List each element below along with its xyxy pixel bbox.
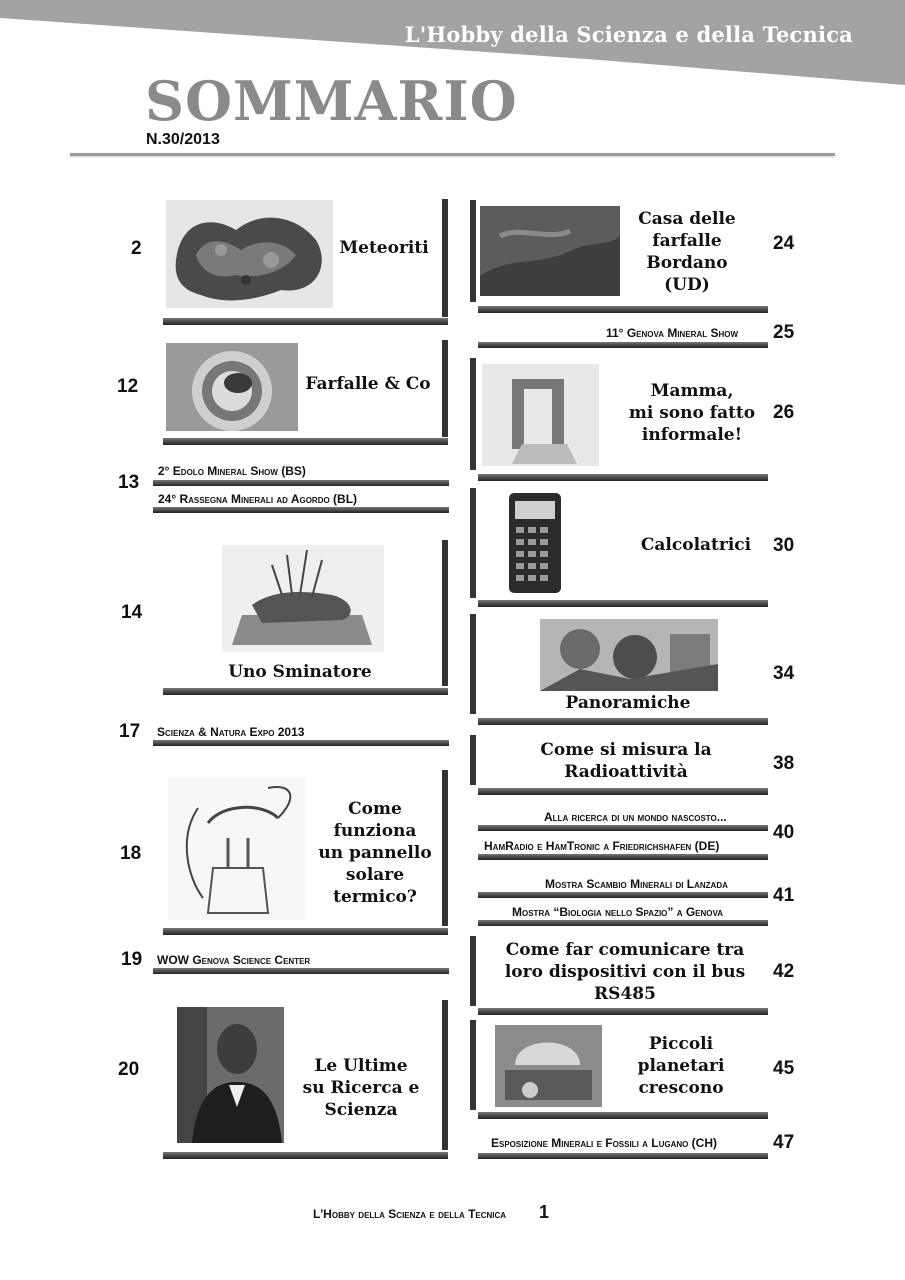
- entry-shadow-bar: [478, 854, 768, 860]
- entry-shadow-bar: [478, 892, 768, 898]
- entry-title[interactable]: WOW Genova Science Center: [157, 953, 311, 967]
- planetarium-photo: [495, 1025, 602, 1107]
- page-title: SOMMARIO: [145, 69, 518, 133]
- entry-shadow-bar: [478, 306, 768, 313]
- entry-shadow-bar: [478, 825, 768, 831]
- entry-title: Casa delle farfalle Bordano (UD): [638, 209, 736, 295]
- page-number: 18: [120, 843, 142, 864]
- page-number: 41: [773, 885, 795, 906]
- toc-entry-meteoriti[interactable]: [158, 199, 448, 317]
- entry-title: Farfalle & Co: [305, 374, 431, 394]
- toc-entry-casa-farfalle[interactable]: [470, 200, 772, 302]
- header-divider: [70, 153, 835, 156]
- entry-title[interactable]: HamRadio e HamTronic a Friedrichshafen (DE): [484, 839, 720, 853]
- gadget-photo: [482, 364, 599, 466]
- entry-title[interactable]: Scienza & Natura Expo 2013: [157, 725, 305, 739]
- page-number: 40: [773, 822, 795, 843]
- entry-shadow-bar: [478, 600, 768, 607]
- entry-title[interactable]: 24° Rassegna Minerali ad Agordo (BL): [158, 492, 358, 506]
- entry-shadow-bar: [163, 438, 448, 445]
- entry-title: Panoramiche: [565, 693, 691, 713]
- entry-title: Meteoriti: [339, 238, 429, 258]
- butterfly-photo: [166, 343, 298, 431]
- entry-shadow-bar: [163, 928, 448, 935]
- page-number: 20: [118, 1059, 140, 1080]
- page-number: 25: [773, 322, 795, 343]
- toc-entry-radioattivita[interactable]: [470, 735, 772, 785]
- meteorite-photo: [166, 200, 333, 308]
- page-number: 24: [773, 233, 795, 254]
- toc-entry-pannello-solare[interactable]: [158, 770, 448, 926]
- entry-title[interactable]: 11° Genova Mineral Show: [606, 326, 739, 340]
- page-number: 34: [773, 663, 795, 684]
- portrait-photo: [177, 1007, 284, 1143]
- entry-shadow-bar: [478, 788, 768, 795]
- entry-title[interactable]: 2° Edolo Mineral Show (BS): [158, 464, 306, 478]
- entry-shadow-bar: [163, 318, 448, 325]
- entry-shadow-bar: [478, 920, 768, 926]
- entry-shadow-bar: [478, 718, 768, 725]
- magazine-banner-title: L'Hobby della Scienza e della Tecnica: [404, 22, 853, 47]
- toc-entry-sminatore[interactable]: [158, 540, 448, 686]
- entry-shadow-bar: [478, 1153, 768, 1159]
- footer-page-number: 1: [539, 1202, 550, 1222]
- sminatore-photo: [222, 545, 384, 652]
- entry-shadow-bar: [163, 688, 448, 695]
- entry-shadow-bar: [153, 480, 449, 486]
- entry-title[interactable]: Mostra Scambio Minerali di Lanzada: [545, 877, 728, 891]
- entry-title: Mamma, mi sono fatto informale!: [628, 381, 756, 445]
- entry-title: Piccoli planetari crescono: [637, 1034, 725, 1098]
- butterfly-house-photo: [480, 206, 620, 296]
- entry-title: Come si misura la Radioattività: [540, 740, 712, 782]
- entry-shadow-bar: [153, 968, 449, 974]
- page-number: 38: [773, 753, 795, 774]
- page-number: 45: [773, 1058, 795, 1079]
- page-number: 26: [773, 402, 795, 423]
- toc-entry-mamma-informale[interactable]: [470, 358, 772, 470]
- entry-shadow-bar: [153, 507, 449, 513]
- page-number: 17: [119, 721, 141, 742]
- calculator-photo: [506, 491, 564, 595]
- entry-title[interactable]: Alla ricerca di un mondo nascosto...: [544, 810, 727, 824]
- entry-shadow-bar: [478, 1112, 768, 1119]
- issue-number: N.30/2013: [146, 131, 220, 148]
- entry-shadow-bar: [478, 342, 768, 348]
- solar-panel-sketch: [168, 778, 305, 920]
- toc-entry-panoramiche[interactable]: [470, 614, 772, 714]
- toc-entry-rs485[interactable]: [470, 936, 772, 1006]
- entry-shadow-bar: [153, 740, 449, 746]
- toc-entry-ultime-ricerca[interactable]: [158, 1000, 448, 1150]
- entry-title[interactable]: Esposizione Minerali e Fossili a Lugano (CH): [491, 1136, 718, 1150]
- entry-title[interactable]: Mostra “Biologia nello Spazio” a Genova: [512, 905, 724, 919]
- entry-shadow-bar: [478, 474, 768, 481]
- entry-shadow-bar: [163, 1152, 448, 1159]
- page-number: 42: [773, 961, 795, 982]
- toc-entry-calcolatrici[interactable]: [470, 488, 772, 598]
- page-number: 14: [121, 602, 143, 623]
- entry-title: Come funziona un pannello solare termico?: [318, 799, 432, 907]
- toc-entry-farfalle[interactable]: [158, 340, 448, 437]
- page-number: 19: [121, 949, 143, 970]
- entry-title: Come far comunicare tra loro dispositivi con il bus RS485: [504, 940, 746, 1004]
- entry-title: Calcolatrici: [640, 535, 752, 555]
- entry-title: Le Ultime su Ricerca e Scienza: [302, 1056, 420, 1120]
- footer-title: L'Hobby della Scienza e della Tecnica: [313, 1207, 507, 1221]
- panorama-photo: [540, 619, 718, 691]
- entry-shadow-bar: [478, 1008, 768, 1015]
- toc-entry-planetari[interactable]: [470, 1020, 772, 1110]
- page-number: 2: [131, 238, 142, 259]
- page-number: 13: [118, 472, 140, 493]
- page-number: 30: [773, 535, 795, 556]
- page-number: 47: [773, 1132, 795, 1153]
- entry-title: Uno Sminatore: [228, 662, 372, 682]
- page-number: 12: [117, 376, 139, 397]
